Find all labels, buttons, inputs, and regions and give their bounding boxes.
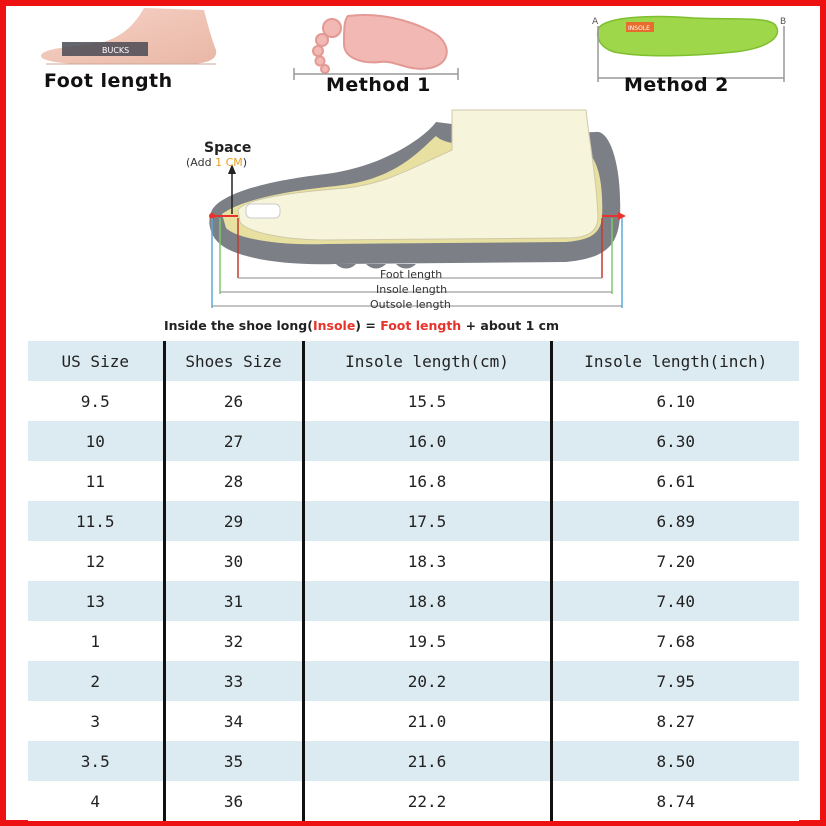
insole-inch-cell: 8.50 [551, 741, 799, 781]
shoes-size-cell: 35 [164, 741, 303, 781]
measuring-methods [6, 6, 820, 106]
shoes-size-cell: 31 [164, 581, 303, 621]
point-a: A [592, 17, 599, 27]
insole-cm-cell: 21.0 [303, 701, 551, 741]
shoes-size-cell: 26 [164, 381, 303, 421]
us-size-cell: 2 [28, 661, 164, 701]
method-2-panel [584, 6, 794, 106]
header-insole-cm: Insole length(cm) [303, 341, 551, 381]
insole-cm-cell: 17.5 [303, 501, 551, 541]
shoes-size-cell: 30 [164, 541, 303, 581]
us-size-cell: 12 [28, 541, 164, 581]
footprint-illustration [292, 6, 462, 80]
table-row [28, 381, 799, 421]
table-header-row [28, 341, 799, 381]
method-2-label: Method 2 [624, 74, 729, 96]
svg-text:INSOLE: INSOLE [628, 25, 650, 32]
method-1-label: Method 1 [326, 74, 431, 96]
insole-inch-cell: 6.89 [551, 501, 799, 541]
table-body [28, 381, 799, 821]
table-row [28, 741, 799, 781]
table-row [28, 421, 799, 461]
shoes-size-cell: 32 [164, 621, 303, 661]
insole-inch-cell: 7.95 [551, 661, 799, 701]
foot-length-measure: Foot length [380, 268, 443, 281]
table-row [28, 621, 799, 661]
insole-inch-cell: 8.74 [551, 781, 799, 821]
us-size-cell: 11.5 [28, 501, 164, 541]
outsole-length-measure: Outsole length [370, 298, 451, 311]
insole-cm-cell: 18.3 [303, 541, 551, 581]
space-label: Space [204, 140, 252, 156]
table-row [28, 661, 799, 701]
header-insole-inch: Insole length(inch) [551, 341, 799, 381]
ruler-label: BUCKS [102, 46, 130, 55]
table-row [28, 581, 799, 621]
formula-caption: Inside the shoe long(Insole) = Foot length + about 1 cm [164, 318, 560, 333]
insole-cm-cell: 15.5 [303, 381, 551, 421]
table-row [28, 501, 799, 541]
insole-inch-cell: 8.27 [551, 701, 799, 741]
shoe-cross-section [6, 106, 820, 342]
foot-side-illustration [26, 6, 236, 76]
insole-cm-cell: 19.5 [303, 621, 551, 661]
insole-inch-cell: 7.40 [551, 581, 799, 621]
us-size-cell: 13 [28, 581, 164, 621]
size-chart-table [28, 341, 799, 821]
shoes-size-cell: 33 [164, 661, 303, 701]
table-row [28, 541, 799, 581]
us-size-cell: 11 [28, 461, 164, 501]
us-size-cell: 10 [28, 421, 164, 461]
foot-shape [238, 110, 598, 240]
insole-cm-cell: 16.0 [303, 421, 551, 461]
insole-inch-cell: 7.20 [551, 541, 799, 581]
shoes-size-cell: 34 [164, 701, 303, 741]
insole-cm-cell: 21.6 [303, 741, 551, 781]
shoes-size-cell: 28 [164, 461, 303, 501]
insole-illustration [584, 6, 794, 84]
add-note: (Add 1 CM) [186, 156, 248, 169]
shoes-size-cell: 36 [164, 781, 303, 821]
insole-cm-cell: 16.8 [303, 461, 551, 501]
table-row [28, 461, 799, 501]
header-shoes-size: Shoes Size [164, 341, 303, 381]
us-size-cell: 3 [28, 701, 164, 741]
table-row [28, 701, 799, 741]
foot-length-panel [26, 6, 236, 106]
shoes-size-cell: 27 [164, 421, 303, 461]
insole-cm-cell: 22.2 [303, 781, 551, 821]
us-size-cell: 1 [28, 621, 164, 661]
point-b: B [780, 17, 787, 27]
insole-inch-cell: 7.68 [551, 621, 799, 661]
us-size-cell: 9.5 [28, 381, 164, 421]
table-row [28, 781, 799, 821]
header-us-size: US Size [28, 341, 164, 381]
insole-cm-cell: 18.8 [303, 581, 551, 621]
insole-cm-cell: 20.2 [303, 661, 551, 701]
insole-inch-cell: 6.10 [551, 381, 799, 421]
us-size-cell: 3.5 [28, 741, 164, 781]
insole-inch-cell: 6.30 [551, 421, 799, 461]
method-1-panel [292, 6, 462, 106]
shoes-size-cell: 29 [164, 501, 303, 541]
us-size-cell: 4 [28, 781, 164, 821]
insole-length-measure: Insole length [376, 283, 448, 296]
shoe-diagram [6, 106, 820, 342]
foot-length-label: Foot length [44, 70, 173, 92]
toe-nail [246, 204, 280, 218]
insole-inch-cell: 6.61 [551, 461, 799, 501]
